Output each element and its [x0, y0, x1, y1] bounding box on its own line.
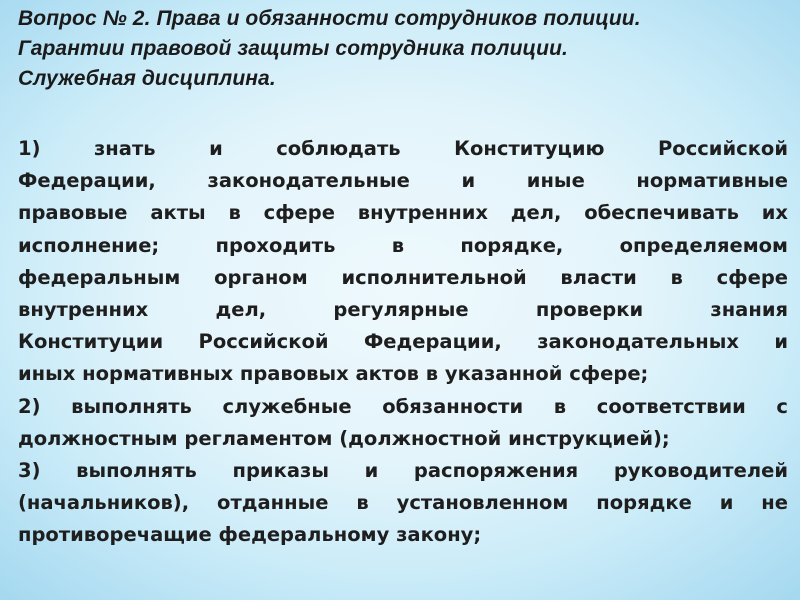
- title-line: Гарантии правовой защиты сотрудника полиции.: [18, 37, 568, 60]
- title-line: Вопрос № 2. Права и обязанности сотрудников полиции.: [18, 7, 641, 30]
- body-line: правовые акты в сфере внутренних дел, обеспечивать их: [18, 201, 788, 225]
- body-line: 1) знать и соблюдать Конституцию Российской: [18, 137, 788, 160]
- title-line: Служебная дисциплина.: [18, 67, 276, 90]
- body-line: (начальников), отданные в установленном порядке и не: [18, 491, 788, 515]
- body-line: 3) выполнять приказы и распоряжения руководителей: [18, 459, 788, 483]
- slide-title: [18, 4, 788, 94]
- body-line: федеральным органом исполнительной власти в сфере: [18, 265, 788, 289]
- body-line: должностным регламентом (должностной инструкцией);: [18, 426, 670, 450]
- body-line: противоречащие федеральному закону;: [18, 523, 482, 547]
- body-line: Конституции Российской Федерации, законодательных и: [18, 330, 788, 354]
- slide-body-text: [18, 133, 788, 552]
- body-line: 2) выполнять служебные обязанности в соответствии с: [18, 394, 788, 418]
- body-line: исполнение; проходить в порядке, определяемом: [18, 233, 788, 257]
- body-line: иных нормативных правовых актов в указанной сфере;: [18, 362, 649, 386]
- body-line: внутренних дел, регулярные проверки знания: [18, 298, 788, 322]
- body-line: Федерации, законодательные и иные нормативные: [18, 169, 788, 193]
